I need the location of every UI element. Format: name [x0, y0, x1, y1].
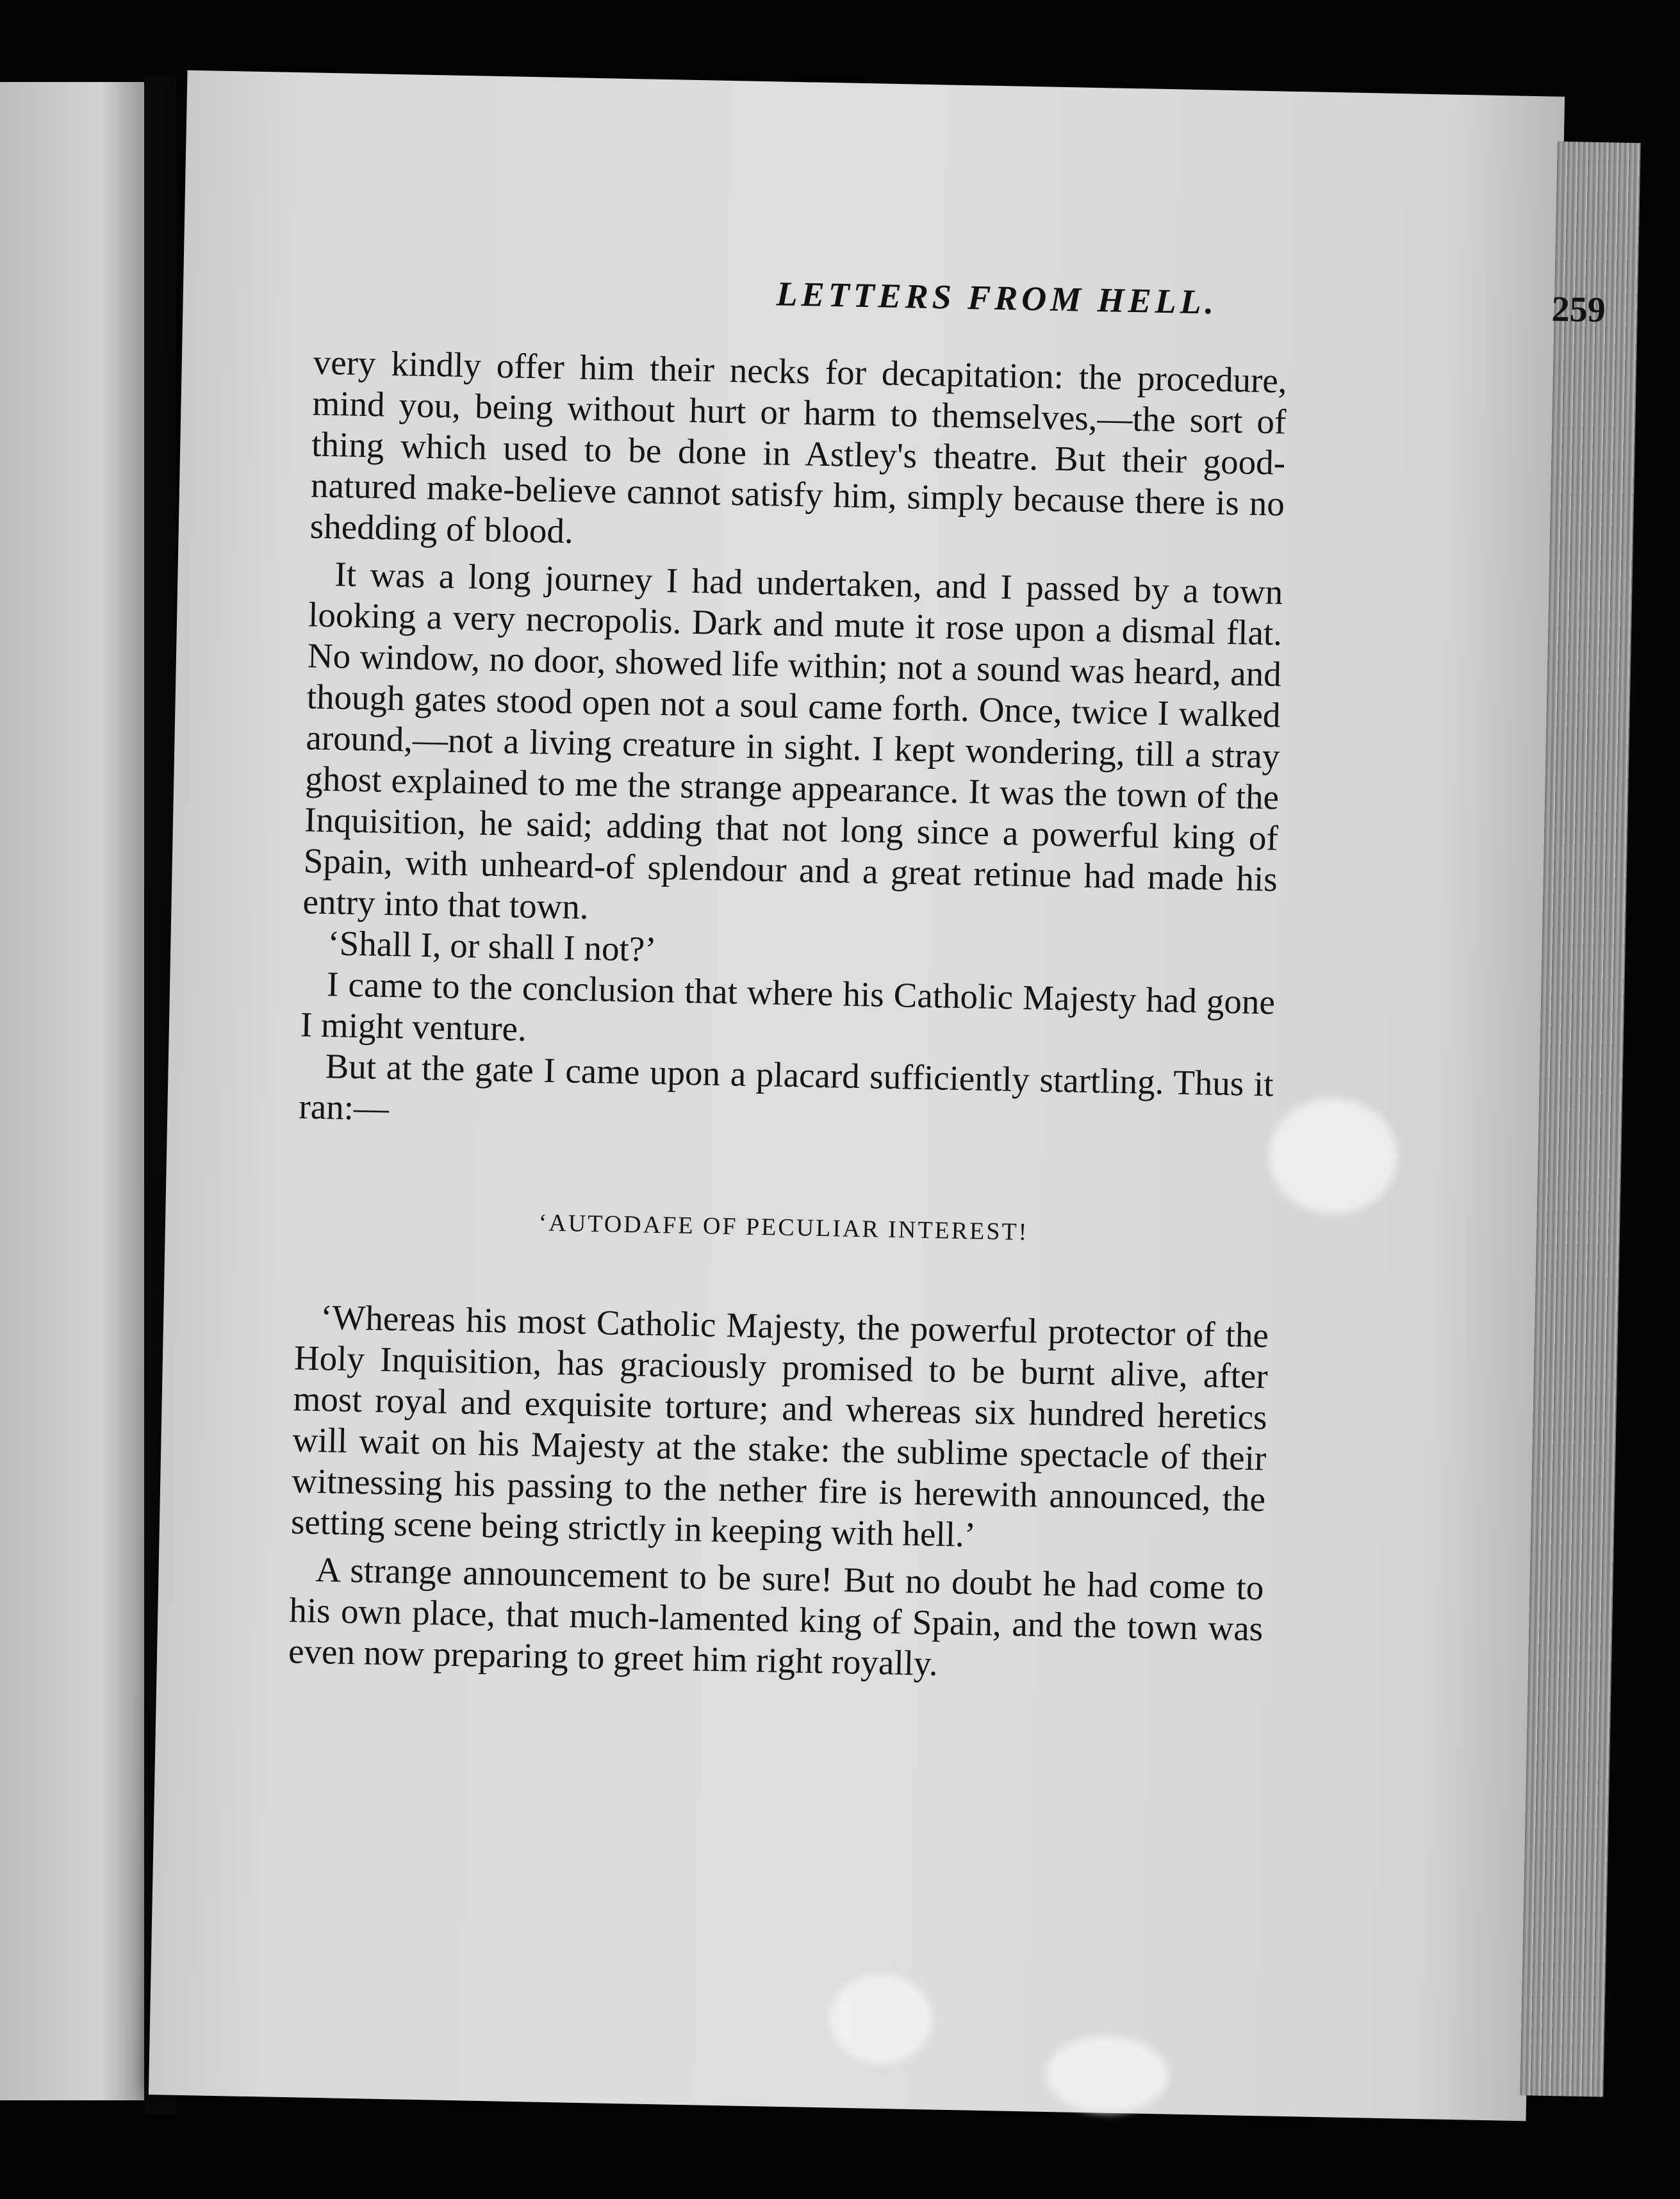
- placard-heading: ‘AUTODAFE OF PECULIAR INTEREST!: [538, 1209, 1029, 1246]
- ink-fade-mark: [1268, 1097, 1398, 1215]
- ink-fade-mark: [1046, 2035, 1169, 2114]
- book-page: [149, 70, 1606, 2121]
- paragraph-2: It was a long journey I had undertaken, and I passed by a town looking a very necropolis. Dark and mute it rose upon a dismal flat. No window, no door, showed life within; not a sound was heard, and though gates stood open not a soul came forth. Once, twice I walked around,—not a living creature in sight. I kept wondering, till a stray ghost explained to me the strange appearance. It was the town of the Inquisition, he said; adding that not long since a powerful king of Spain, with unheard-of splendour and a great retinue had made his entry into that town.: [302, 554, 1283, 927]
- page-body: [288, 342, 1288, 1691]
- page-number: 259: [1551, 289, 1606, 331]
- paragraph-1: very kindly offer him their necks for decapitation: the procedure, mind you, being without hurt or harm to themselves,—the sort of thing which used to be done in Astley's theatre. But their good-natured make-believe cannot satisfy him, simply because there is no shedding of blood.: [309, 342, 1288, 551]
- placard-text: ‘Whereas his most Catholic Majesty, the powerful protector of the Holy Inquisition, has graciously promised to be burnt alive, after most royal and exquisite torture; and whereas six hundred heretics will wait on his Majesty at the stake: the sublime spectacle of their witnessing his passing to the nether fire is herewith announced, the setting scene being strictly in keeping with hell.’: [290, 1297, 1269, 1554]
- closing-paragraph: A strange announcement to be sure! But no doubt he had come to his own place, that much-lamented king of Spain, and the town was even now preparing to greet him right royally.: [288, 1549, 1264, 1683]
- page-edges: [1520, 142, 1641, 2097]
- paragraph-4: I came to the conclusion that where his Catholic Majesty had gone I might venture.: [300, 964, 1276, 1049]
- running-head-title: LETTERS FROM HELL.: [776, 274, 1218, 322]
- facing-page-edge: [0, 82, 148, 2100]
- paragraph-3: ‘Shall I, or shall I not?’: [327, 923, 657, 969]
- ink-fade-mark: [828, 1973, 933, 2064]
- paragraph-5: But at the gate I came upon a placard sufficiently startling. Thus it ran:—: [298, 1046, 1274, 1128]
- running-head: [541, 269, 1606, 338]
